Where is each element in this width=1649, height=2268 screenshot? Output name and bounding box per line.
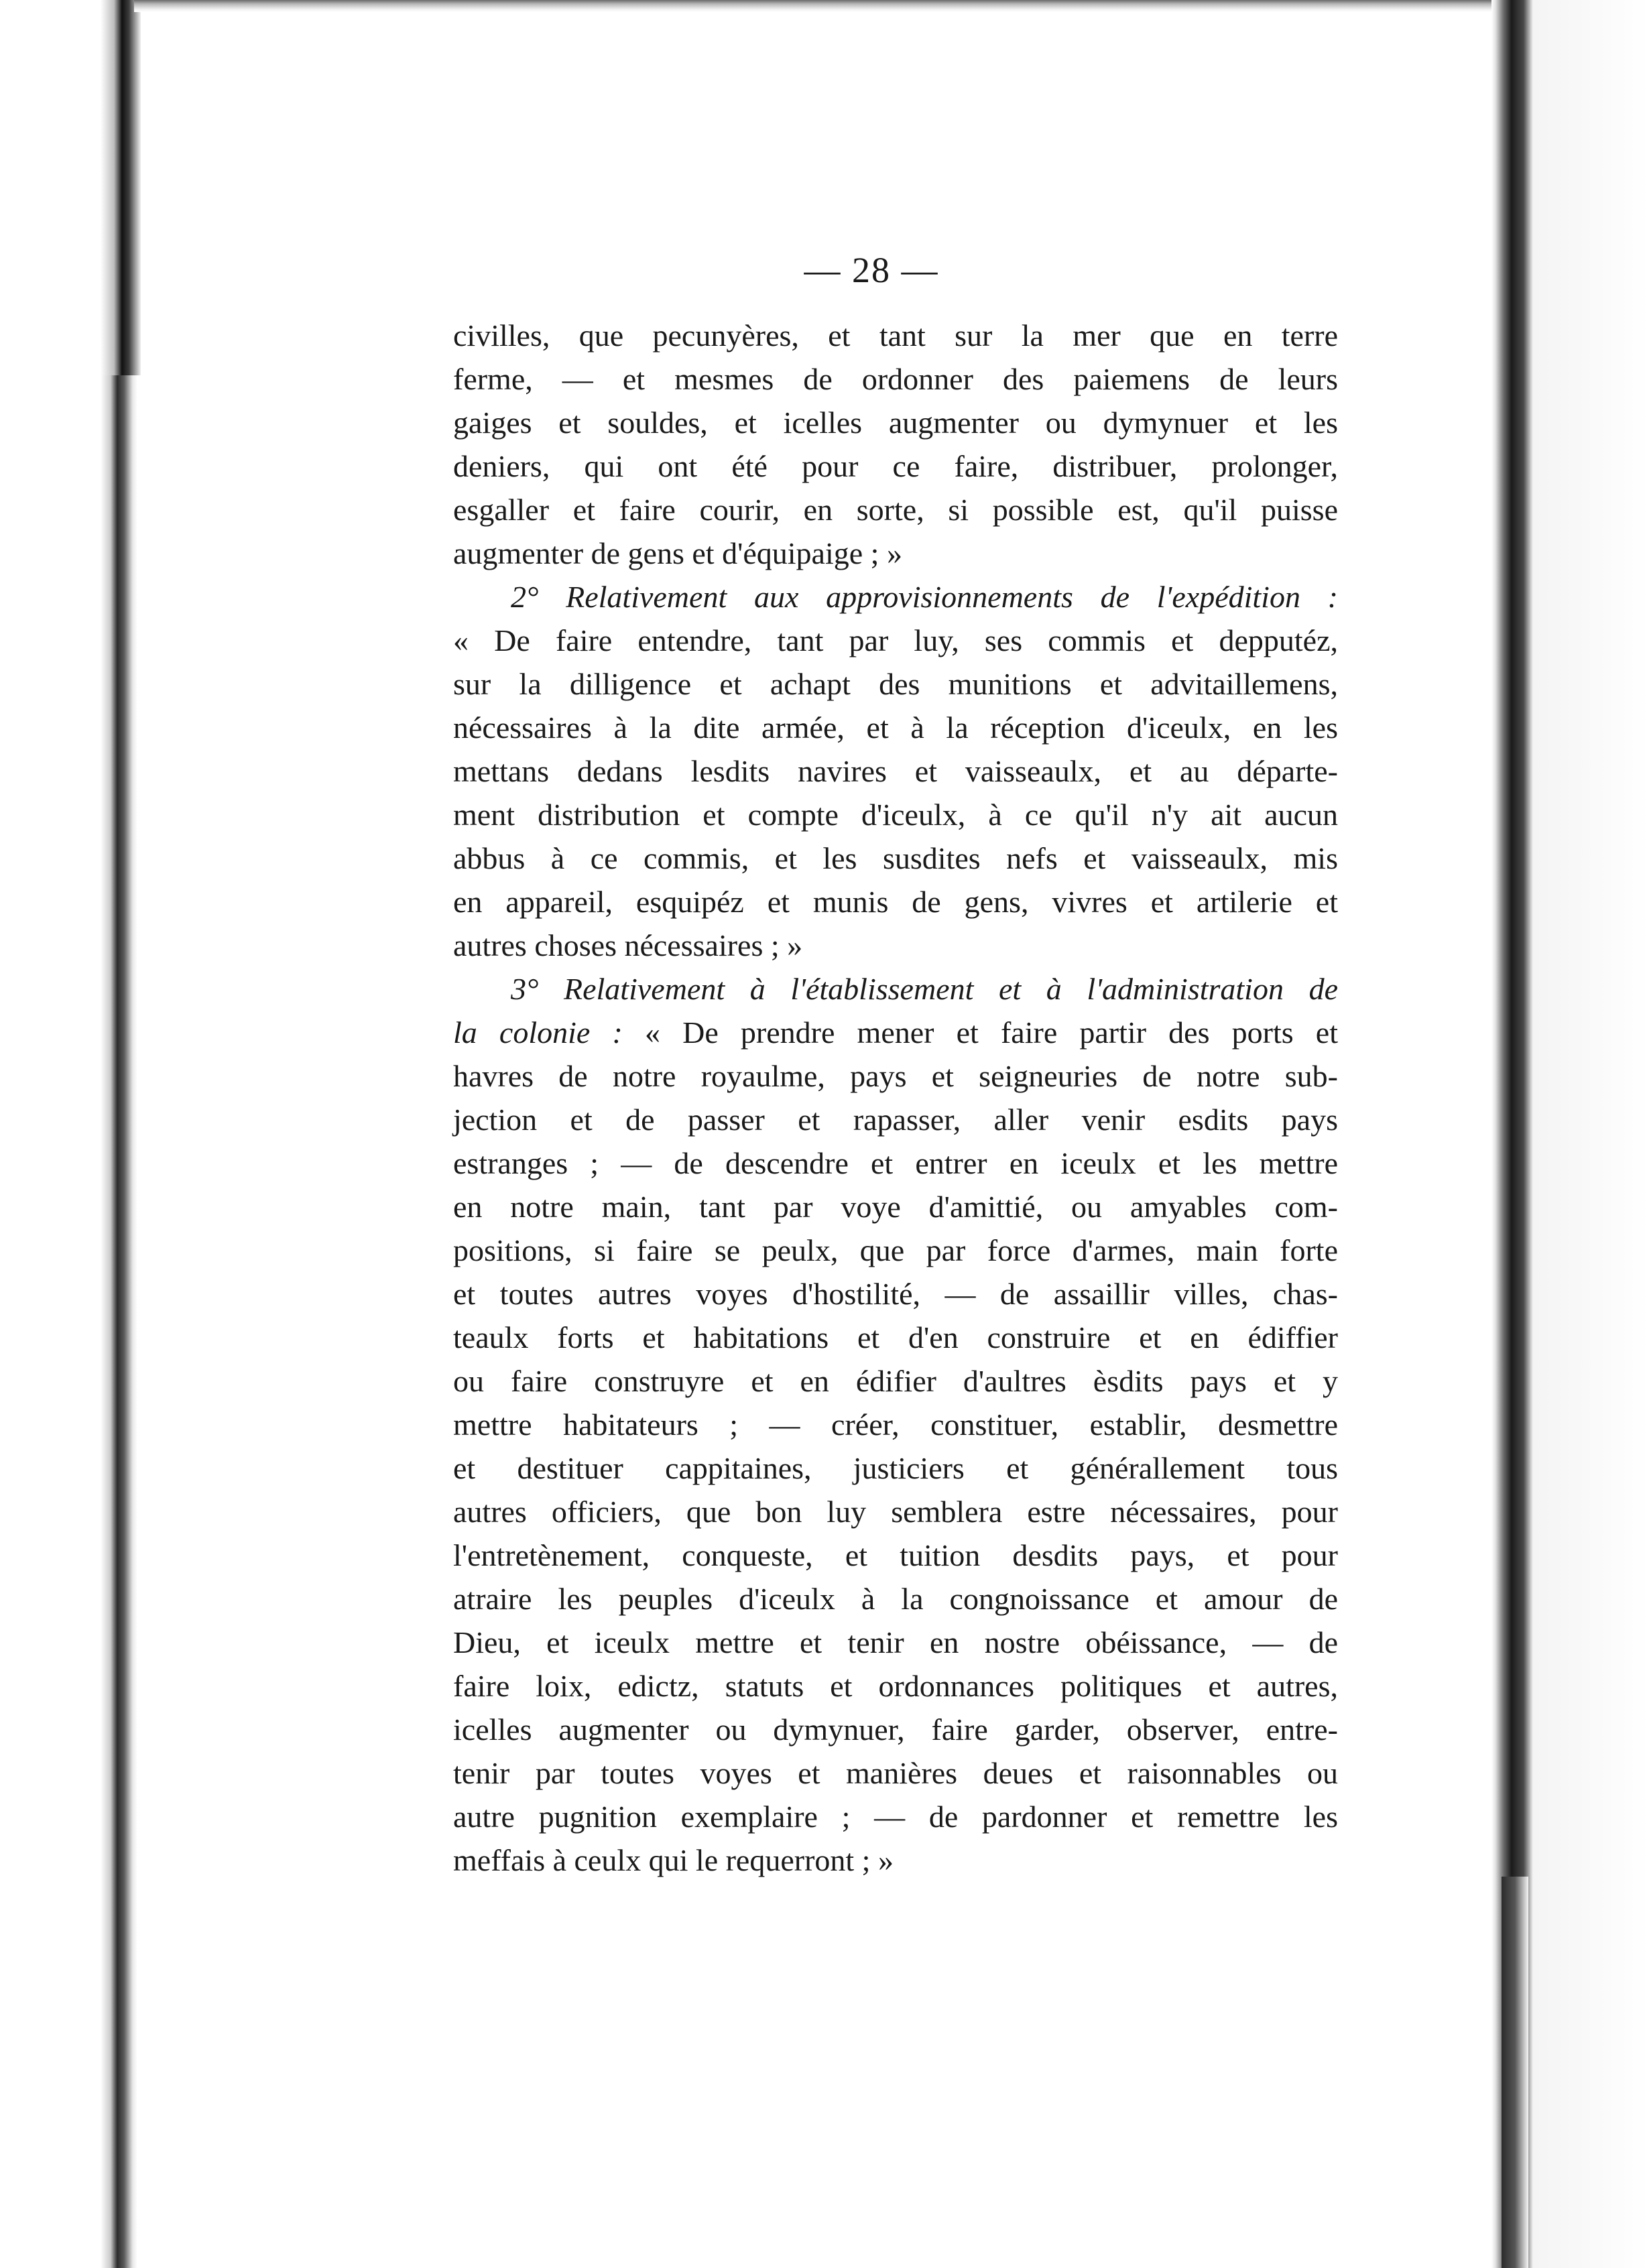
text-line: havres de notre royaulme, pays et seigneuries de notre sub- [453,1059,1338,1093]
text-line: positions, si faire se peulx, que par force d'armes, main forte [453,1233,1338,1267]
text-line: gaiges et souldes, et icelles augmenter ou dymynuer et les [453,405,1338,440]
text-line: abbus à ce commis, et les susdites nefs et vaisseaulx, mis [453,841,1338,875]
text-line: meffais à ceulx qui le requerront ; » [453,1843,894,1877]
opening-quote: « [644,1015,660,1050]
text-line: icelles augmenter ou dymynuer, faire garder, observer, entre- [453,1712,1338,1747]
text-line: augmenter de gens et d'équipaige ; » [453,536,902,570]
text-line: faire loix, edictz, statuts et ordonnances politiques et autres, [453,1669,1338,1703]
text-line: en notre main, tant par voye d'amittié, ou amyables com- [453,1190,1338,1224]
text-line: mettre habitateurs ; — créer, constituer, establir, desmettre [453,1407,1338,1442]
text-line: civilles, que pecunyères, et tant sur la mer que en terre [453,318,1338,353]
text-line: jection et de passer et rapasser, aller venir esdits pays [453,1102,1338,1137]
text-line: en appareil, esquipéz et munis de gens, vivres et artilerie et [453,885,1338,919]
text-line: teaulx forts et habitations et d'en construire et en édiffier [453,1320,1338,1354]
text-line: Dieu, et iceulx mettre et tenir en nostre obéissance, — de [453,1625,1338,1659]
text-line: et toutes autres voyes d'hostilité, — de assaillir villes, chas- [453,1277,1338,1311]
section-heading-3: 3° Relativement à l'établissement et à l'administration de [511,972,1338,1006]
scan-edge-left-top [101,0,141,375]
text-line: autres officiers, que bon luy semblera estre nécessaires, pour [453,1495,1338,1529]
text-line-fragment: De prendre mener et faire partir des ports et [682,1015,1338,1050]
text-line: ferme, — et mesmes de ordonner des paiemens de leurs [453,362,1338,396]
section-heading-3-continued: la colonie : [453,1015,623,1050]
text-line: ou faire construyre et en édifier d'aultres èsdits pays et y [453,1364,1338,1398]
page-number: — 28 — [804,250,939,290]
text-line: deniers, qui ont été pour ce faire, distribuer, prolonger, [453,449,1338,483]
text-line: estranges ; — de descendre et entrer en iceulx et les mettre [453,1146,1338,1180]
text-line: esgaller et faire courir, en sorte, si possible est, qu'il puisse [453,493,1338,527]
text-line: l'entretènement, conqueste, et tuition desdits pays, et pour [453,1538,1338,1572]
text-line: sur la dilligence et achapt des munitions et advitaillemens, [453,667,1338,701]
text-line-mixed [453,1011,1338,1054]
text-line: et destituer cappitaines, justiciers et générallement tous [453,1451,1338,1485]
body-text [453,314,1338,1882]
text-line: mettans dedans lesdits navires et vaisseaulx, et au départe- [453,754,1338,788]
text-line: tenir par toutes voyes et manières deues et raisonnables ou [453,1756,1338,1790]
text-line: autres choses nécessaires ; » [453,928,803,962]
section-heading-2: 2° Relativement aux approvisionnements de l'expédition : [511,580,1338,614]
text-line: nécessaires à la dite armée, et à la réception d'iceulx, en les [453,710,1338,745]
text-line: « De faire entendre, tant par luy, ses commis et depputéz, [453,623,1338,657]
text-line: autre pugnition exemplaire ; — de pardonner et remettre les [453,1800,1338,1834]
scan-edge-top [134,0,1502,12]
text-line: atraire les peuples d'iceulx à la congnoissance et amour de [453,1582,1338,1616]
text-line: ment distribution et compte d'iceulx, à ce qu'il n'y ait aucun [453,798,1338,832]
scan-edge-right-bottom [1502,1877,1528,2268]
